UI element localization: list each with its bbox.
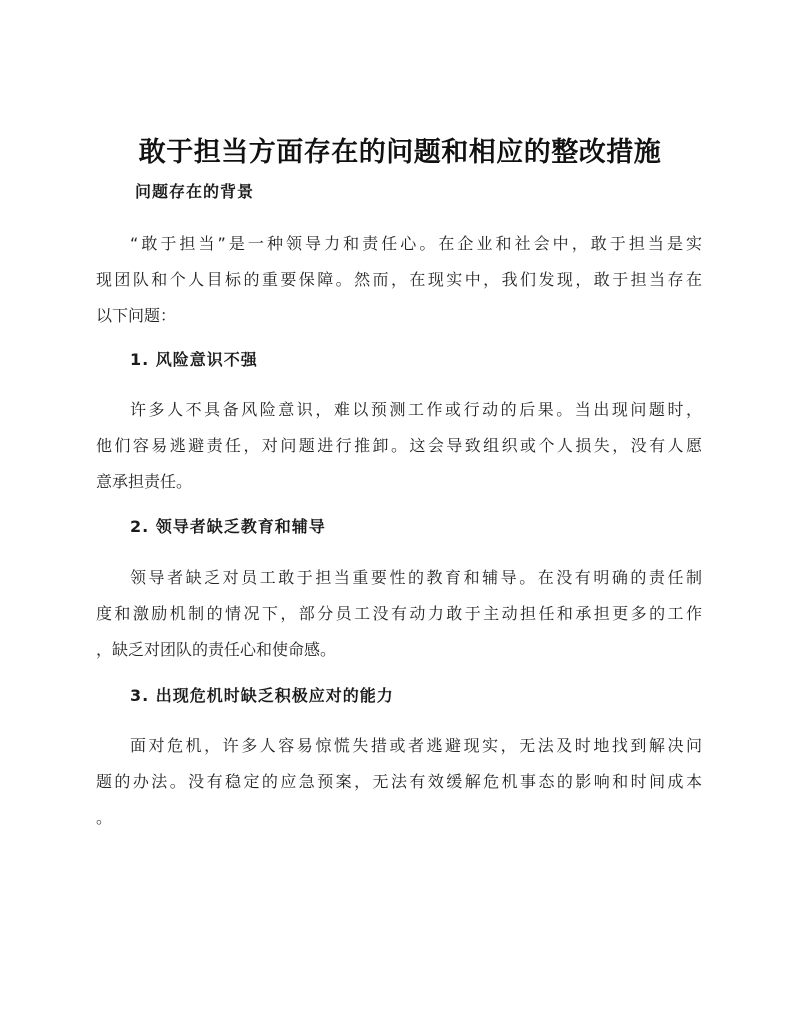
problem-2-paragraph <box>96 560 702 668</box>
paragraph-line: 意承担责任。 <box>96 472 193 491</box>
problem-2-heading: 2. 领导者缺乏教育和辅导 <box>130 517 326 536</box>
paragraph-line: 许多人不具备风险意识，难以预测工作或行动的后果。当出现问题时， <box>130 400 702 419</box>
intro-paragraph <box>96 226 702 334</box>
paragraph-line: “敢于担当”是一种领导力和责任心。在企业和社会中，敢于担当是实 <box>130 234 702 253</box>
paragraph-line: 现团队和个人目标的重要保障。然而，在现实中，我们发现，敢于担当存在 <box>96 270 702 289</box>
paragraph-line: 领导者缺乏对员工敢于担当重要性的教育和辅导。在没有明确的责任制 <box>130 568 702 587</box>
problem-3-heading: 3. 出现危机时缺乏积极应对的能力 <box>130 686 394 705</box>
paragraph-line: 面对危机，许多人容易惊慌失措或者逃避现实，无法及时地找到解决问 <box>130 736 702 755</box>
problem-3-paragraph <box>96 728 702 836</box>
document-title: 敢于担当方面存在的问题和相应的整改措施 <box>138 137 662 168</box>
paragraph-line: 以下问题： <box>96 306 177 325</box>
paragraph-line: 他们容易逃避责任，对问题进行推卸。这会导致组织或个人损失，没有人愿 <box>96 436 702 455</box>
paragraph-line: 。 <box>96 808 113 827</box>
problem-1-paragraph <box>96 392 702 500</box>
problem-1-heading: 1. 风险意识不强 <box>130 350 258 369</box>
paragraph-line: 度和激励机制的情况下，部分员工没有动力敢于主动担任和承担更多的工作 <box>96 604 702 623</box>
background-heading: 问题存在的背景 <box>135 182 255 201</box>
paragraph-line: 题的办法。没有稳定的应急预案，无法有效缓解危机事态的影响和时间成本 <box>96 772 702 791</box>
paragraph-line: ，缺乏对团队的责任心和使命感。 <box>96 640 337 659</box>
